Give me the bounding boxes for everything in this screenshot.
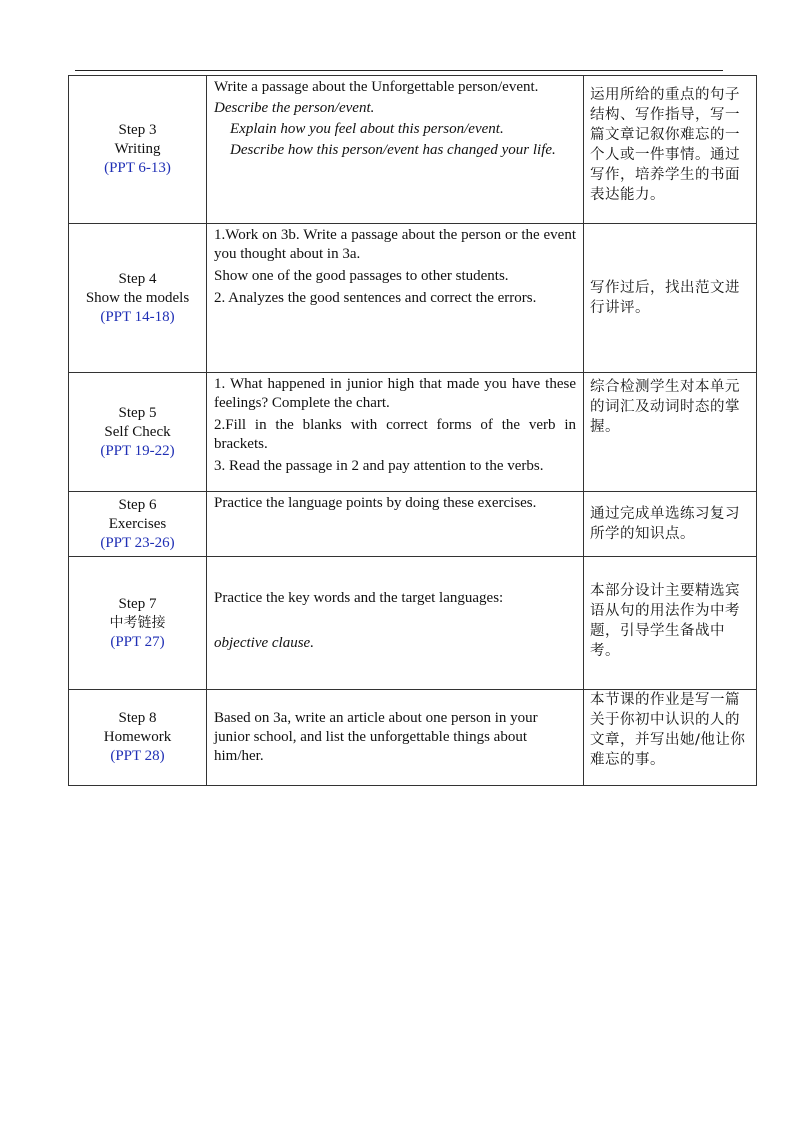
step-cell (69, 492, 207, 557)
table-row (69, 76, 757, 224)
table-row (69, 690, 757, 786)
activity-text: 2. Analyzes the good sentences and correct the errors. (214, 290, 537, 306)
step-number: Step 3 (118, 122, 157, 138)
activity-text: Show one of the good passages to other students. (214, 268, 509, 284)
step-name: Show the models (85, 289, 190, 306)
purpose-cell: 本节课的作业是写一篇关于你初中认识的人的文章，并写出她/他让你难忘的事。 (584, 690, 757, 786)
activity-text: Based on 3a, write an article about one person in your junior school, and list the unforgettable things about him/her. (214, 710, 538, 764)
activity-cell (207, 76, 584, 224)
purpose-cell: 综合检测学生对本单元的词汇及动词时态的掌握。 (584, 373, 757, 492)
activity-cell (207, 224, 584, 373)
purpose-cell: 运用所给的重点的句子结构、写作指导，写一篇文章记叙你难忘的一个人或一件事情。通过写作，培养学生的书面表达能力。 (584, 76, 757, 224)
activity-cell (207, 492, 584, 557)
lesson-steps-table (68, 75, 757, 786)
step-number: Step 5 (118, 404, 157, 421)
activity-text: Practice the language points by doing these exercises. (214, 495, 537, 511)
purpose-cell: 通过完成单选练习复习所学的知识点。 (584, 492, 757, 557)
activity-cell (207, 557, 584, 690)
ppt-range: (PPT 19-22) (100, 442, 175, 459)
activity-text: 2.Fill in the blanks with correct forms of the verb in brackets. (214, 417, 576, 452)
table-row (69, 373, 757, 492)
table-row (69, 557, 757, 690)
step-cell (69, 373, 207, 492)
activity-cell (207, 373, 584, 492)
ppt-range: (PPT 27) (110, 633, 165, 650)
ppt-range: (PPT 6-13) (104, 160, 171, 176)
step-name: Writing (114, 141, 161, 157)
step-number: Step 8 (118, 710, 157, 726)
ppt-range: (PPT 23-26) (100, 534, 175, 551)
activity-text: 3. Read the passage in 2 and pay attention to the verbs. (214, 458, 544, 474)
activity-text: objective clause. (214, 635, 314, 651)
activity-cell (207, 690, 584, 786)
table-row (69, 492, 757, 557)
step-number: Step 7 (118, 595, 157, 612)
step-number: Step 6 (118, 496, 157, 513)
activity-text: Explain how you feel about this person/event. (230, 121, 504, 137)
step-name: Self Check (104, 423, 171, 440)
step-number: Step 4 (118, 270, 157, 287)
ppt-range: (PPT 14-18) (100, 308, 175, 325)
activity-text: Describe the person/event. (214, 100, 375, 116)
step-cell (69, 224, 207, 373)
ppt-range: (PPT 28) (110, 748, 165, 764)
step-cell (69, 557, 207, 690)
step-cell (69, 76, 207, 224)
activity-text: Write a passage about the Unforgettable person/event. (214, 79, 539, 95)
header-rule (75, 70, 723, 71)
purpose-cell: 写作过后，找出范文进行讲评。 (584, 224, 757, 373)
step-name: Exercises (108, 515, 167, 532)
activity-text: Practice the key words and the target languages: (214, 590, 504, 606)
step-cell (69, 690, 207, 786)
purpose-cell: 本部分设计主要精选宾语从句的用法作为中考题，引导学生备战中考。 (584, 557, 757, 690)
activity-text: 1.Work on 3b. Write a passage about the person or the event you thought about in 3a. (214, 227, 576, 262)
step-name: 中考链接 (109, 614, 166, 631)
table-row (69, 224, 757, 373)
step-name: Homework (103, 729, 172, 745)
activity-text: Describe how this person/event has changed your life. (230, 142, 556, 158)
activity-text: 1. What happened in junior high that made you have these feelings? Complete the chart. (214, 376, 576, 411)
